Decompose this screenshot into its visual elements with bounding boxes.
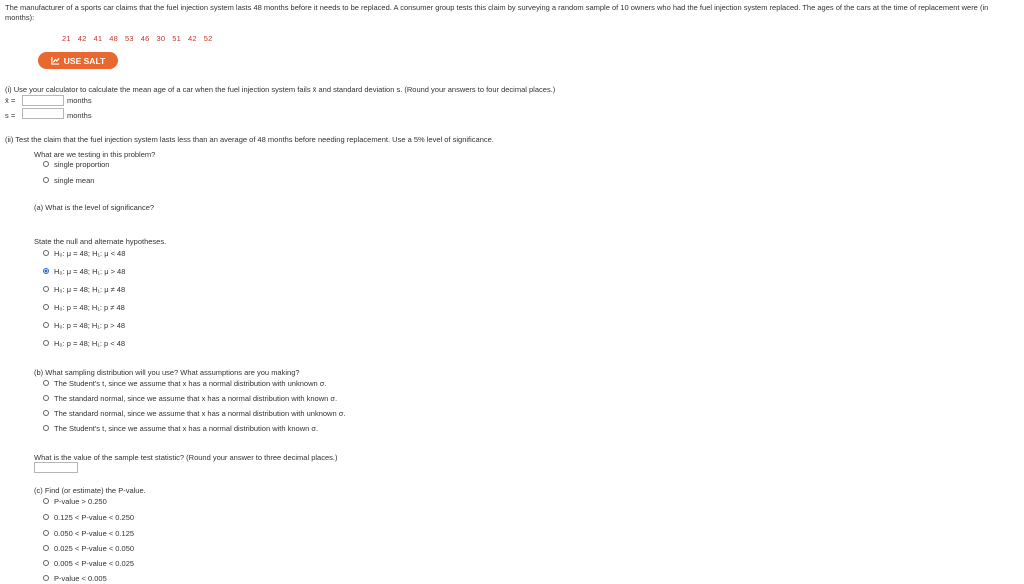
hyp-option-2: H₀: μ = 48; H₁: μ > 48 — [54, 267, 126, 276]
chart-icon — [51, 56, 60, 65]
hyp-option-5: H₀: p = 48; H₁: p > 48 — [54, 321, 126, 330]
hyp-option-3: H₀: μ = 48; H₁: μ ≠ 48 — [54, 285, 126, 294]
part-a-question: (a) What is the level of significance? — [34, 203, 155, 212]
radio-dist-2[interactable] — [43, 395, 49, 401]
test-statistic-question: What is the value of the sample test statistic? (Round your answer to three decimal places.) — [34, 453, 338, 462]
pvalue-option-2: 0.125 < P-value < 0.250 — [54, 513, 135, 522]
radio-single-proportion[interactable] — [43, 161, 49, 167]
option-single-proportion: single proportion — [54, 160, 110, 169]
testing-question: What are we testing in this problem? — [34, 150, 156, 159]
radio-pvalue-3[interactable] — [43, 530, 49, 536]
age-value: 52 — [203, 34, 213, 43]
hyp-option-6: H₀: p = 48; H₁: p < 48 — [54, 339, 126, 348]
problem-intro: The manufacturer of a sports car claims that the fuel injection system lasts 48 months before it needs to be replaced. A consumer group tests this claim by surveying a random sample of 10 owners who had the fuel injection system replaced. The ages of the cars at the time of replacement were (in months): — [5, 3, 989, 22]
part-ii-prompt: (ii) Test the claim that the fuel injection system lasts less than an average of 48 months before needing replacement. Use a 5% level of significance. — [5, 135, 494, 144]
xbar-label: x̄ = — [5, 96, 16, 105]
radio-pvalue-4[interactable] — [43, 545, 49, 551]
s-unit: months — [67, 111, 92, 120]
s-input[interactable] — [22, 108, 64, 119]
radio-hyp-3[interactable] — [43, 286, 49, 292]
hyp-option-1: H₀: μ = 48; H₁: μ < 48 — [54, 249, 126, 258]
radio-pvalue-1[interactable] — [43, 498, 49, 504]
pvalue-option-3: 0.050 < P-value < 0.125 — [54, 529, 135, 538]
radio-dist-1[interactable] — [43, 380, 49, 386]
s-label: s = — [5, 111, 16, 120]
dist-option-2: The standard normal, since we assume that x has a normal distribution with known σ. — [54, 394, 338, 403]
hypotheses-question: State the null and alternate hypotheses. — [34, 237, 167, 246]
radio-hyp-6[interactable] — [43, 340, 49, 346]
radio-dist-3[interactable] — [43, 410, 49, 416]
age-value: 42 — [188, 34, 197, 43]
part-c-question: (c) Find (or estimate) the P-value. — [34, 486, 146, 495]
option-single-mean: single mean — [54, 176, 95, 185]
pvalue-option-1: P-value > 0.250 — [54, 497, 107, 506]
radio-dist-4[interactable] — [43, 425, 49, 431]
pvalue-option-4: 0.025 < P-value < 0.050 — [54, 544, 135, 553]
test-statistic-input[interactable] — [34, 462, 78, 473]
age-value: 48 — [109, 34, 118, 43]
age-value: 51 — [172, 34, 181, 43]
radio-pvalue-2[interactable] — [43, 514, 49, 520]
pvalue-option-6: P-value < 0.005 — [54, 574, 107, 583]
radio-hyp-4[interactable] — [43, 304, 49, 310]
part-b-question: (b) What sampling distribution will you use? What assumptions are you making? — [34, 368, 300, 377]
dist-option-1: The Student's t, since we assume that x has a normal distribution with unknown σ. — [54, 379, 327, 388]
dist-option-3: The standard normal, since we assume that x has a normal distribution with unknown σ. — [54, 409, 346, 418]
radio-hyp-1[interactable] — [43, 250, 49, 256]
dist-option-4: The Student's t, since we assume that x has a normal distribution with known σ. — [54, 424, 319, 433]
ages-data-row — [62, 34, 220, 43]
hyp-option-4: H₀: p = 48; H₁: p ≠ 48 — [54, 303, 125, 312]
part-i-prompt: (i) Use your calculator to calculate the mean age of a car when the fuel injection system fails x̄ and standard deviation s. (Round your answers to four decimal places.) — [5, 85, 556, 94]
use-salt-label: USE SALT — [63, 55, 106, 66]
age-value: 21 — [62, 34, 71, 43]
age-value: 42 — [77, 34, 87, 43]
age-value: 53 — [125, 34, 134, 43]
age-value: 30 — [156, 34, 166, 43]
radio-hyp-2[interactable] — [43, 268, 49, 274]
age-value: 46 — [140, 34, 150, 43]
radio-single-mean[interactable] — [43, 177, 49, 183]
xbar-input[interactable] — [22, 95, 64, 106]
age-value: 41 — [93, 34, 103, 43]
radio-hyp-5[interactable] — [43, 322, 49, 328]
xbar-unit: months — [67, 96, 92, 105]
radio-pvalue-5[interactable] — [43, 560, 49, 566]
pvalue-option-5: 0.005 < P-value < 0.025 — [54, 559, 135, 568]
radio-pvalue-6[interactable] — [43, 575, 49, 581]
use-salt-button[interactable] — [38, 52, 118, 69]
